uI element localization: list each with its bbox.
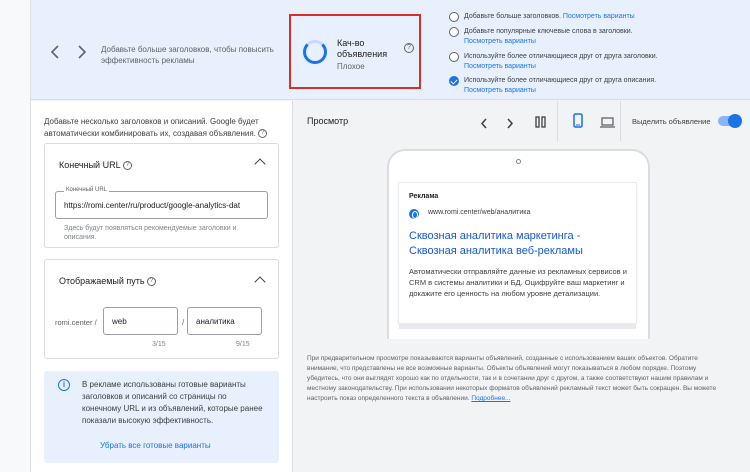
display-path-title [59,276,156,286]
suggestion-4[interactable] [452,76,722,96]
help-icon[interactable]: ? [258,129,267,138]
suggestion-text: Добавьте популярные ключевые слова в заголовки. [464,28,633,35]
preview-disclaimer [307,354,727,404]
highlight-label: Выделить объявление [632,117,711,126]
ad-strength-bar [31,0,750,100]
mobile-view-button[interactable] [573,113,583,133]
final-url-value: https://romi.center/ru/product/google-analytics-dat [64,201,241,210]
chevron-right-icon [77,45,87,59]
chevron-left-icon [480,118,488,129]
desktop-view-button[interactable] [600,115,615,133]
preview-next-button[interactable] [506,116,514,134]
prev-tip-button[interactable] [50,44,60,62]
info-banner [44,371,279,463]
left-gutter [0,0,31,472]
suggestion-3[interactable] [452,52,722,72]
intro-text [44,116,279,140]
final-url-title [59,160,132,170]
preview-prev-button[interactable] [480,116,488,134]
quality-title: Кач-во объявления [337,38,388,59]
quality-status: Плохое [337,62,365,71]
camera-icon [516,159,521,164]
globe-icon [409,209,419,219]
preview-title: Просмотр [307,116,349,126]
disclaimer-text: При предварительном просмотре показываются варианты объявлений, созданные с использованием ваших объектов. Обратите внимание, что представлены не все возможные варианты. Объекты объявлений могут показываться в любом порядке. Поэтому убедитесь, что они выглядят хорошо как по отдельности, так и в сочетании друг с другом, а также соответствуют нашим правилам и местному законодательству. При использовании некоторых форматов объявлений рекламный текст может быть сокращен. Вы можете настроить показ определенного текста в объявлении. [307,355,717,402]
radio-icon[interactable] [449,52,459,62]
path2-input[interactable] [187,307,262,335]
suggestion-link[interactable]: Посмотреть варианты [464,87,536,94]
path1-value: web [112,317,127,326]
suggestion-2[interactable] [452,27,722,47]
tip-text: Добавьте больше заголовков, чтобы повысить эффективность рекламы [101,45,274,65]
info-icon: i [58,379,70,391]
divider [620,101,621,141]
display-path-card [44,259,279,359]
radio-checked-icon[interactable] [449,76,459,86]
columns-view-button[interactable] [535,115,546,133]
more-link[interactable]: Подробнее... [471,395,511,402]
chevron-up-icon[interactable] [254,158,265,169]
intro-label: Добавьте несколько заголовков и описаний. Google будет автоматически комбинировать их, создавая объявления. [44,117,259,138]
final-url-field-label: Конечный URL [66,187,108,193]
final-url-card [44,143,279,248]
chevron-left-icon [50,45,60,59]
suggestion-text: Используйте более отличающиеся друг от друга заголовки. [464,53,658,60]
info-text: В рекламе использованы готовые варианты заголовков и описаний со страницы по конечному URL и из объявлений, которые ранее показали высокую эффективность. [82,380,263,425]
divider [557,101,558,141]
preview-column [294,101,750,472]
suggestion-link[interactable]: Посмотреть варианты [464,63,536,70]
suggestion-text: Добавьте больше заголовков. [464,13,561,20]
final-url-hint: Здесь будут появляться рекомендуемые заголовки и описания. [64,225,237,241]
help-icon[interactable]: ? [147,277,156,286]
remove-suggestions-link[interactable]: Убрать все готовые варианты [100,441,211,450]
path2-counter: 9/15 [236,341,250,348]
ad-headline: Сквозная аналитика маркетинга - Сквозная аналитика веб-рекламы [409,230,583,257]
display-path-domain: romi.center / [55,318,97,327]
final-url-title-label: Конечный URL [59,160,121,170]
ad-quality-panel[interactable] [289,14,421,89]
phone-icon [573,113,583,128]
path1-input[interactable] [103,307,178,335]
ad-card-footer [399,323,636,329]
next-tip-button[interactable] [77,44,87,62]
radio-icon[interactable] [449,12,459,22]
display-path-title-label: Отображаемый путь [59,276,145,286]
path-separator: / [182,318,185,327]
ad-description: Автоматически отправляйте данные из рекламных сервисов и CRM в системы аналитики и БД. Оцифруйте ваш маркетинг и докажите его ценность на любом уровне детализации. [409,267,627,298]
radio-icon[interactable] [449,27,459,37]
suggestion-text: Используйте более отличающиеся друг от друга описания. [464,77,657,84]
suggestion-link[interactable]: Посмотреть варианты [562,13,635,20]
chevron-right-icon [506,118,514,129]
phone-frame [387,149,650,339]
help-icon[interactable]: ? [123,161,132,170]
ad-display-url: www.romi.center/web/аналитика [428,209,531,216]
laptop-icon [600,117,615,128]
suggestion-link[interactable]: Посмотреть варианты [464,38,536,45]
path1-counter: 3/15 [152,341,166,348]
highlight-toggle[interactable] [718,116,740,126]
columns-icon [535,116,546,128]
quality-gauge-icon [303,40,327,64]
ad-preview-card [399,183,636,323]
path2-value: аналитика [196,317,235,326]
ad-label: Реклама [409,193,439,200]
chevron-up-icon[interactable] [254,276,265,287]
help-icon[interactable]: ? [404,43,414,53]
final-url-field[interactable] [55,187,268,219]
preview-header [294,101,750,141]
editor-column [31,101,293,472]
suggestion-1[interactable] [452,12,722,22]
